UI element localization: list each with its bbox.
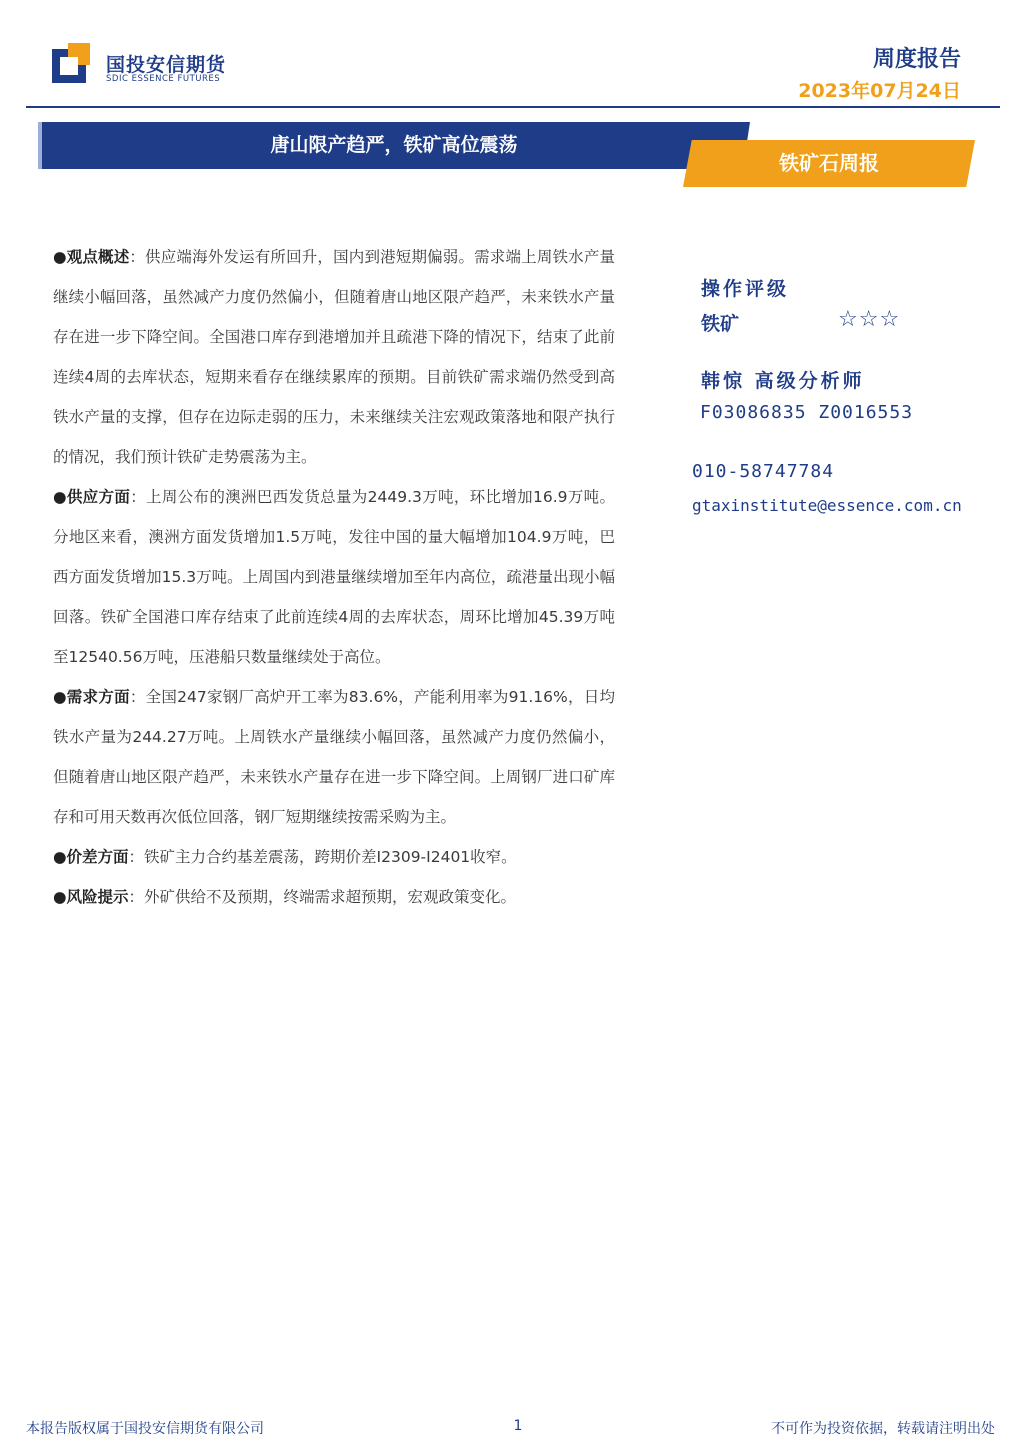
report-body: [53, 237, 615, 917]
section-demand: [53, 677, 615, 837]
report-date: 2023年07月24日: [798, 80, 961, 102]
section-heading: ●价差方面: [53, 848, 129, 866]
section-heading: ●风险提示: [53, 888, 129, 906]
section-overview: [53, 237, 615, 477]
section-text: ：上周公布的澳洲巴西发货总量为2449.3万吨，环比增加16.9万吨。分地区来看，澳洲方面发货增加1.5万吨，发往中国的量大幅增加104.9万吨，巴西方面发货增加15.3万吨。上周国内到港量继续增加至年内高位，疏港量出现小幅回落。铁矿全国港口库存结束了此前连续4周的去库状态，周环比增加45.39万吨至12540.56万吨，压港船只数量继续处于高位。: [53, 488, 616, 666]
report-title: 唐山限产趋严，铁矿高位震荡: [270, 134, 518, 156]
logo-english-name: SDIC ESSENCE FUTURES: [106, 74, 221, 84]
analyst-license: F03086835 Z0016553: [700, 402, 914, 423]
section-text: ：铁矿主力合约基差震荡，跨期价差I2309-I2401收窄。: [128, 848, 517, 866]
footer-disclaimer: 不可作为投资依据，转载请注明出处: [771, 1421, 995, 1437]
section-supply: [53, 477, 615, 677]
header-divider: [26, 106, 1000, 108]
rating-stars-icon: ☆☆☆: [838, 307, 901, 332]
section-text: ：供应端海外发运有所回升，国内到港短期偏弱。需求端上周铁水产量继续小幅回落，虽然减产力度仍然偏小，但随着唐山地区限产趋严，未来铁水产量存在进一步下降空间。全国港口库存到港增加并且疏港下降的情况下，结束了此前连续4周的去库状态，短期来看存在继续累库的预期。目前铁矿需求端仍然受到高铁水产量的支撑，但存在边际走弱的压力，未来继续关注宏观政策落地和限产执行的情况，我们预计铁矿走势震荡为主。: [53, 248, 615, 466]
section-heading: ●需求方面: [53, 688, 130, 706]
page-number: 1: [513, 1418, 523, 1434]
section-text: ：外矿供给不及预期，终端需求超预期，宏观政策变化。: [128, 888, 517, 906]
contact-email[interactable]: gtaxinstitute@essence.com.cn: [692, 496, 962, 515]
contact-phone: 010-58747784: [692, 461, 835, 482]
section-risk: [53, 877, 615, 917]
rating-title: 操作评级: [701, 278, 790, 300]
category-tag-label: 铁矿石周报: [779, 151, 879, 175]
footer-copyright: 本报告版权属于国投安信期货有限公司: [26, 1421, 264, 1437]
rating-item: 铁矿: [701, 313, 740, 335]
section-text: ：全国247家钢厂高炉开工率为83.6%，产能利用率为91.16%，日均铁水产量为244.27万吨。上周铁水产量继续小幅回落，虽然减产力度仍然偏小，但随着唐山地区限产趋严，未来铁水产量存在进一步下降空间。上周钢厂进口矿库存和可用天数再次低位回落，钢厂短期继续按需采购为主。: [53, 688, 615, 826]
logo-chinese-name: 国投安信期货: [106, 54, 227, 76]
analyst-name: 韩惊 高级分析师: [701, 370, 865, 392]
section-heading: ●供应方面: [53, 488, 131, 506]
section-spread: [53, 837, 615, 877]
company-logo: [52, 41, 242, 89]
report-type: 周度报告: [872, 47, 961, 72]
logo-mark-icon: [52, 41, 96, 85]
section-heading: ●观点概述: [53, 248, 130, 266]
